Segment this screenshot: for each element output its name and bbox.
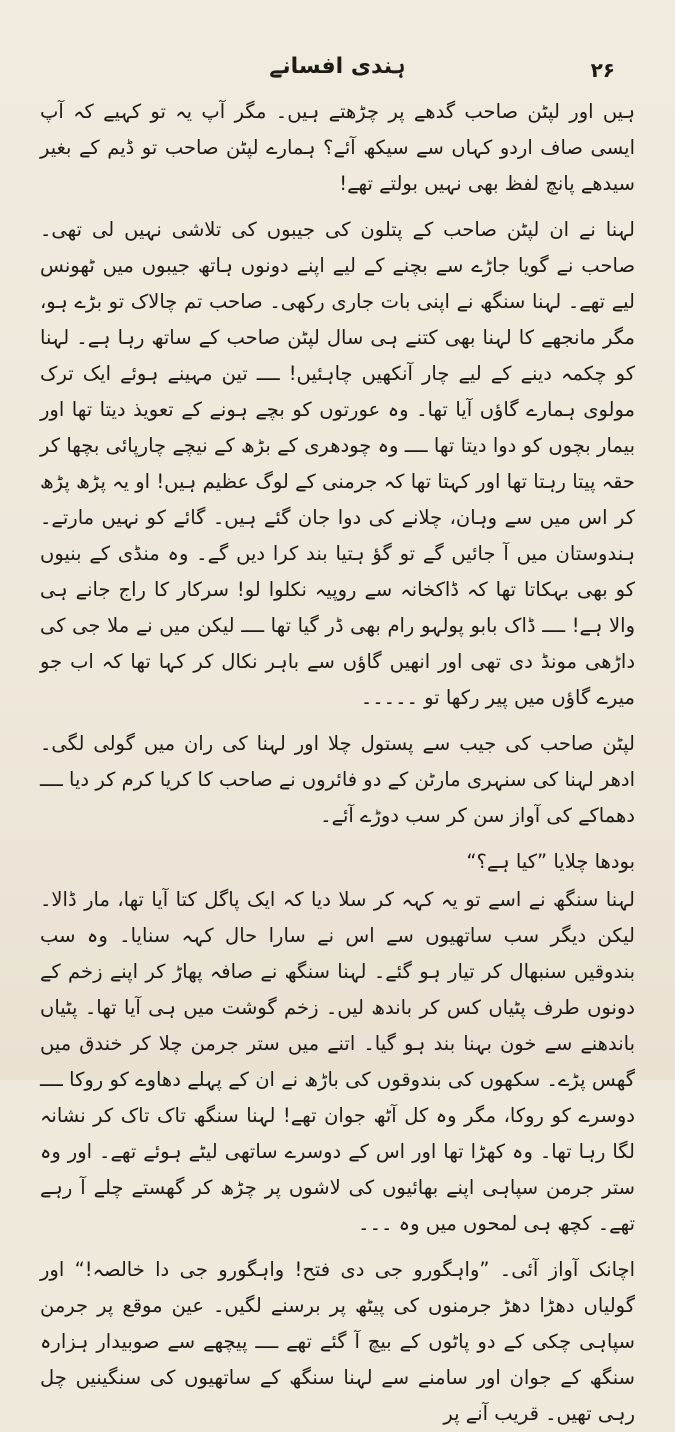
paragraph: لہنا نے ان لپٹن صاحب کے پتلون کی جیبوں کی تلاشی نہیں لی تھی۔ صاحب نے گویا جاڑے سے بچنے کے لیے اپنے دونوں ہاتھ جیبوں میں ٹھونس لیے تھے۔ لہنا سنگھ نے اپنی بات جاری رکھی۔ صاحب تم چالاک تو بڑے ہو، مگر مانجھے کا لہنا بھی کتنے ہی سال لپٹن صاحب کے ساتھ رہا ہے۔ لہنا کو چکمہ دینے کے لیے چار آنکھیں چاہئیں! ــــ تین مہینے ہوئے ایک ترک مولوی ہمارے گاؤں آیا تھا۔ وہ عورتوں کو بچے ہونے کے تعویذ دیتا تھا اور بیمار بچوں کو دوا دیتا تھا ــــ وہ چودھری کے بڑھ کے نیچے چارپائی بچھا کر حقہ پیتا رہتا تھا اور کہتا تھا کہ جرمنی کے لوگ عظیم ہیں! او یہ پڑھ پڑھ کر اس میں سے وہان، چلانے کی دوا جان گئے ہیں۔ گائے کو نہیں مارتے۔ ہندوستان میں آ جائیں گے تو گؤ ہتیا بند کرا دیں گے۔ وہ منڈی کے بنیوں کو بھی بہکاتا تھا کہ ڈاکخانہ سے روپیہ نکلوا لو! سرکار کا راج جانے ہی والا ہے! ــــ ڈاک بابو پولہو رام بھی ڈر گیا تھا ــــ لیکن میں نے ملا جی کی داڑھی مونڈ دی تھی اور انھیں گاؤں سے باہر نکال کر کہا تھا کہ اب جو میرے گاؤں میں پیر رکھا تو ۔۔۔۔۔: [40, 218, 635, 709]
paragraph: ہیں اور لپٹن صاحب گدھے پر چڑھتے ہیں۔ مگر آپ یہ تو کہیے کہ آپ ایسی صاف اردو کہاں سے سیکھ آئے؟ ہمارے لپٹن صاحب تو ڈیم کے بغیر سیدھے پانچ لفظ بھی نہیں بولتے تھے!: [40, 100, 635, 195]
paragraph: بودھا چلایا ”کیا ہے؟“: [466, 850, 635, 873]
paragraph: لہنا سنگھ نے اسے تو یہ کہہ کر سلا دیا کہ ایک پاگل کتا آیا تھا، مار ڈالا۔ لیکن دیگر سب ساتھیوں سے اس نے سارا حال کہہ سنایا۔ وہ سب بندوقیں سنبھال کر تیار ہو گئے۔ لہنا سنگھ نے صافہ پھاڑ کر اپنے زخم کے دونوں طرف پٹیاں کس کر باندھ لیں۔ زخم گوشت میں ہی آیا تھا۔ پٹیاں باندھنے سے خون بہنا بند ہو گیا۔ اتنے میں ستر جرمن چلا کر خندق میں گھس پڑے۔ سکھوں کی بندوقوں کی باڑھ نے ان کے پہلے دھاوے کو روکا ــــ دوسرے کو روکا، مگر وہ کل آٹھ جوان تھے! لہنا سنگھ تاک تاک کر نشانہ لگا رہا تھا۔ وہ کھڑا تھا اور اس کے دوسرے ساتھی لیٹے ہوئے تھے۔ اور وہ ستر جرمن سپاہی اپنے بھائیوں کی لاشوں پر چڑھ کر گھستے چلے آ رہے تھے۔ کچھ ہی لمحوں میں وہ ۔۔۔: [40, 888, 635, 1235]
page-body: [40, 94, 635, 1432]
page-number: ۲۶: [590, 58, 615, 82]
paragraph: اچانک آواز آئی۔ ”واہگورو جی دی فتح! واہگورو جی دا خالصہ!“ اور گولیاں دھڑا دھڑ جرمنوں کی پیٹھ پر برسنے لگیں۔ عین موقع پر جرمن سپاہی چکی کے دو پاٹوں کے بیچ آ گئے تھے ــــ پیچھے سے صوبیدار ہزارہ سنگھ کے جوان اور سامنے سے لہنا سنگھ کے ساتھیوں کی سنگینیں چل رہی تھیں۔ قریب آنے پر: [40, 1258, 635, 1425]
page-header: [40, 52, 635, 94]
paragraph: لپٹن صاحب کی جیب سے پستول چلا اور لہنا کی ران میں گولی لگی۔ ادھر لہنا کی سنہری مارٹن کے دو فائروں نے صاحب کا کریا کرم کر دیا ــــ دھماکے کی آواز سن کر سب دوڑے آئے۔: [40, 732, 635, 827]
running-title: ہندی افسانے: [269, 54, 406, 79]
